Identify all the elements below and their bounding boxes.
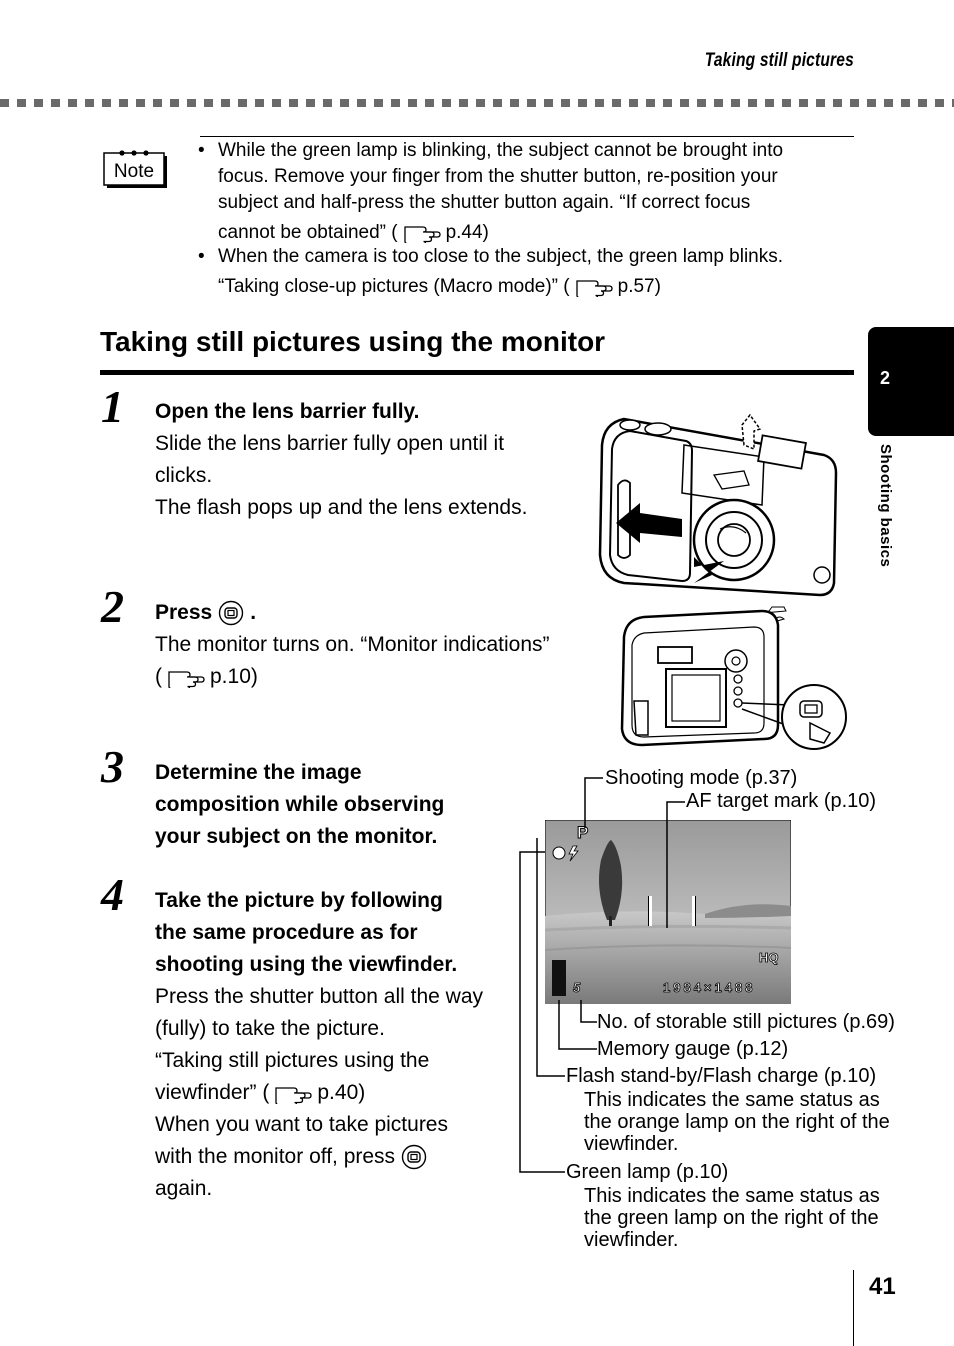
pointing-hand-icon	[273, 1082, 313, 1104]
note-line: When the camera is too close to the subject, the green lamp blinks.	[218, 246, 784, 267]
quality-indicator: HQ	[759, 950, 779, 965]
note-icon	[103, 148, 169, 190]
step-line: with the monitor off, press	[155, 1145, 396, 1168]
step-heading-text: Press	[155, 601, 213, 624]
step-line: The flash pops up and the lens extends.	[155, 496, 528, 519]
step-line: When you want to take pictures	[155, 1113, 448, 1136]
step-line: again.	[155, 1177, 213, 1200]
note-bullet-1	[218, 138, 858, 246]
green-lamp-description	[584, 1185, 880, 1251]
section-rule	[100, 370, 854, 375]
dotted-divider	[0, 99, 954, 107]
pointing-hand-icon	[166, 666, 206, 688]
label-flash: Flash stand-by/Flash charge (p.10)	[566, 1065, 877, 1087]
step-line: Press the shutter button all the way	[155, 985, 484, 1008]
chapter-number: 2	[880, 368, 891, 388]
camera-back-illustration	[614, 605, 854, 755]
bullet-marker: •	[198, 140, 205, 161]
note-ref-text: cannot be obtained” (	[218, 222, 398, 243]
step-line: Slide the lens barrier fully open until it	[155, 432, 505, 455]
step-heading-line: your subject on the monitor.	[155, 825, 438, 848]
step-body	[155, 428, 527, 524]
step-heading	[155, 885, 457, 981]
step-ref-text: viewfinder” (	[155, 1081, 270, 1104]
step-line: “Taking still pictures using the	[155, 1049, 430, 1072]
label-shooting-mode: Shooting mode (p.37)	[605, 767, 798, 789]
monitor-button-icon	[401, 1144, 427, 1170]
step-ref-page: p.40)	[317, 1081, 366, 1104]
camera-front-illustration	[594, 405, 844, 600]
page-number-rule	[853, 1270, 854, 1346]
step-number: 4	[101, 869, 124, 920]
page-number: 41	[869, 1273, 896, 1300]
desc-line: the orange lamp on the right of the	[584, 1111, 890, 1133]
step-heading-line: the same procedure as for	[155, 921, 418, 944]
desc-line: viewfinder.	[584, 1229, 679, 1251]
desc-line: viewfinder.	[584, 1133, 679, 1155]
desc-line: the green lamp on the right of the	[584, 1207, 879, 1229]
step-ref-page: p.10)	[210, 665, 258, 688]
step-heading-line: shooting using the viewfinder.	[155, 953, 458, 976]
bullet-marker: •	[198, 246, 205, 267]
label-af-target: AF target mark (p.10)	[686, 790, 877, 812]
note-icon-label: Note	[113, 161, 155, 182]
step-ref-text: (	[155, 665, 162, 688]
monitor-button-icon	[218, 600, 244, 626]
step-heading: Open the lens barrier fully.	[155, 400, 420, 423]
note-top-rule	[200, 136, 854, 137]
resolution-indicator: 1984×1488	[663, 980, 756, 995]
shooting-mode-indicator: P	[577, 823, 589, 842]
step-heading-text: .	[250, 601, 257, 624]
step-heading	[155, 597, 256, 629]
step-number: 2	[101, 581, 124, 632]
note-line: focus. Remove your finger from the shutter button, re-position your	[218, 166, 778, 187]
step-line: clicks.	[155, 464, 213, 487]
step-body	[155, 629, 550, 693]
running-header: Taking still pictures	[704, 50, 854, 71]
note-ref-page: p.44)	[445, 222, 489, 243]
step-heading-line: Determine the image	[155, 761, 362, 784]
chapter-title: Shooting basics	[877, 444, 894, 568]
desc-line: This indicates the same status as	[584, 1089, 880, 1111]
section-title: Taking still pictures using the monitor	[100, 326, 606, 357]
step-number: 3	[101, 741, 124, 792]
label-memory-gauge: Memory gauge (p.12)	[597, 1038, 789, 1060]
step-line: (fully) to take the picture.	[155, 1017, 385, 1040]
pointing-hand-icon	[402, 221, 442, 243]
flash-description	[584, 1089, 890, 1155]
step-heading-line: Take the picture by following	[155, 889, 443, 912]
note-ref-text: “Taking close-up pictures (Macro mode)” (	[218, 276, 570, 297]
note-line: While the green lamp is blinking, the subject cannot be brought into	[218, 140, 784, 161]
note-line: subject and half-press the shutter button again. “If correct focus	[218, 192, 751, 213]
note-bullet-2	[218, 244, 858, 300]
step-heading-line: composition while observing	[155, 793, 445, 816]
label-storable: No. of storable still pictures (p.69)	[597, 1011, 895, 1033]
step-line: The monitor turns on. “Monitor indications”	[155, 633, 550, 656]
step-heading	[155, 757, 444, 853]
storable-count: 5	[573, 980, 581, 995]
note-ref-page: p.57)	[617, 276, 661, 297]
label-green-lamp: Green lamp (p.10)	[566, 1161, 729, 1183]
step-number: 1	[101, 381, 124, 432]
step-body	[155, 981, 483, 1205]
desc-line: This indicates the same status as	[584, 1185, 880, 1207]
pointing-hand-icon	[574, 275, 614, 297]
